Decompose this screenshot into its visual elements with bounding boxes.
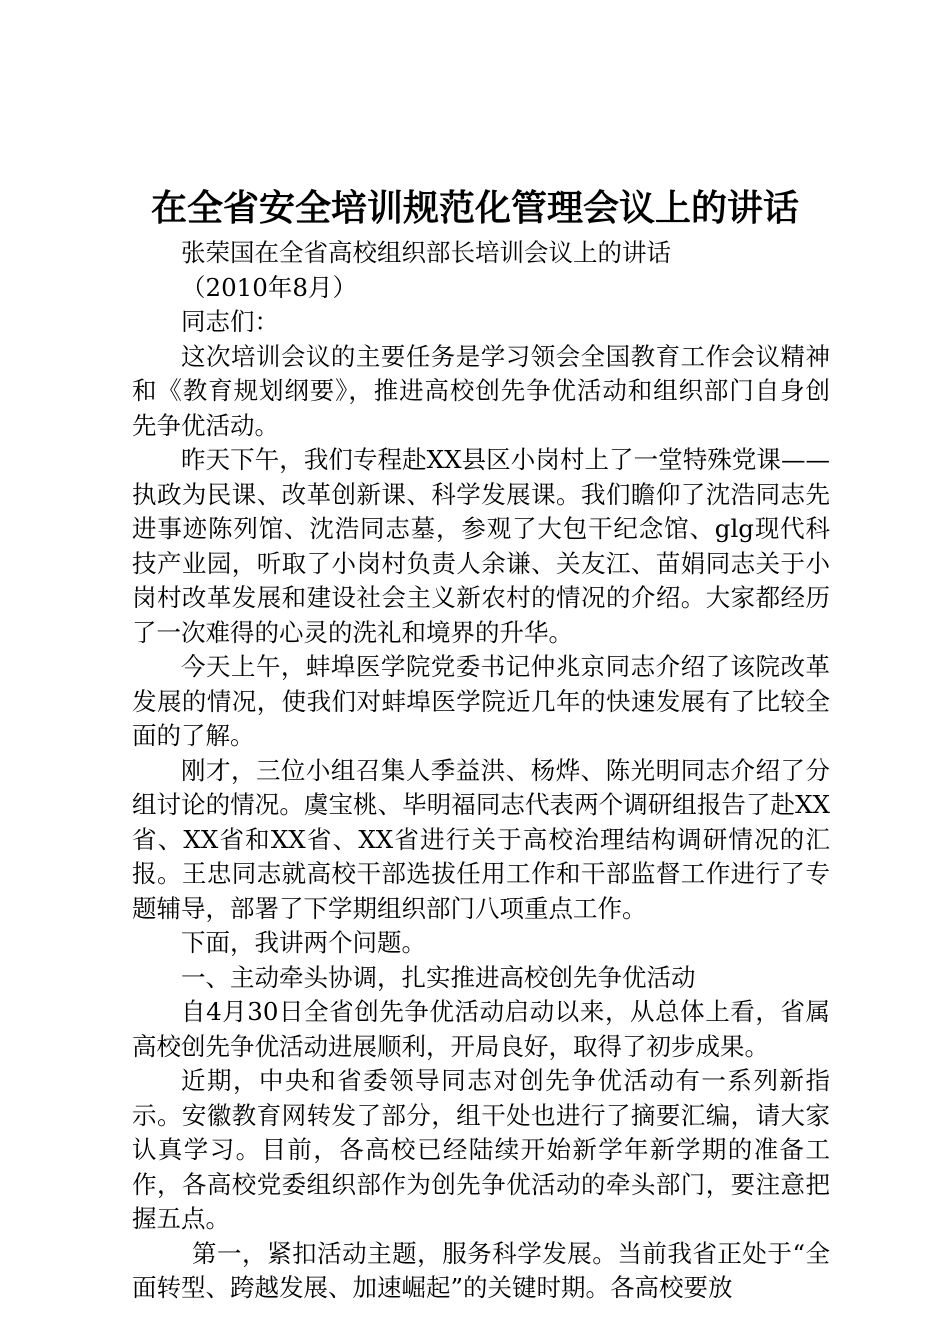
paragraph: 近期，中央和省委领导同志对创先争优活动有一系列新指示。安徽教育网转发了部分，组干处也进行了摘要汇编，请大家认真学习。目前，各高校已经陆续开始新学年新学期的准备工作，各高校党委组织部作为创先争优活动的牵头部门，要注意把握五点。 — [132, 1066, 830, 1233]
document-date: （2010年8月） — [181, 272, 357, 302]
paragraph: 自4月30日全省创先争优活动启动以来，从总体上看，省属高校创先争优活动进展顺利，开局良好，取得了初步成果。 — [132, 997, 830, 1061]
document-subtitle: 张荣国在全省高校组织部长培训会议上的讲话 — [181, 238, 671, 267]
paragraph: 第一，紧扣活动主题，服务科学发展。当前我省正处于“全面转型、跨越发展、加速崛起”的关键时期。各高校要放 — [132, 1238, 830, 1302]
paragraph: 昨天下午，我们专程赴XX县区小岗村上了一堂特殊党课——执政为民课、改革创新课、科学发展课。我们瞻仰了沈浩同志先进事迹陈列馆、沈浩同志墓，参观了大包干纪念馆、glg现代科技产业园，听取了小岗村负责人余谦、关友江、苗娟同志关于小岗村改革发展和建设社会主义新农村的情况的介绍。大家都经历了一次难得的心灵的洗礼和境界的升华。 — [132, 445, 830, 647]
salutation: 同志们： — [181, 307, 279, 336]
section-heading: 一、主动牵头协调，扎实推进高校创先争优活动 — [181, 962, 696, 992]
paragraph: 这次培训会议的主要任务是学习领会全国教育工作会议精神和《教育规划纲要》，推进高校创先争优活动和组织部门自身创先争优活动。 — [132, 341, 830, 440]
paragraph: 今天上午，蚌埠医学院党委书记仲兆京同志介绍了该院改革发展的情况，使我们对蚌埠医学院近几年的快速发展有了比较全面的了解。 — [132, 652, 830, 750]
document-title: 在全省安全培训规范化管理会议上的讲话 — [150, 187, 799, 229]
paragraph: 刚才，三位小组召集人季益洪、杨烨、陈光明同志介绍了分组讨论的情况。虞宝桃、毕明福同志代表两个调研组报告了赴XX省、XX省和XX省、XX省进行关于高校治理结构调研情况的汇报。王忠同志就高校干部选拔任用工作和干部监督工作进行了专题辅导，部署了下学期组织部门八项重点工作。 — [132, 755, 830, 923]
paragraph: 下面，我讲两个问题。 — [181, 928, 426, 957]
document-body — [132, 236, 830, 1306]
